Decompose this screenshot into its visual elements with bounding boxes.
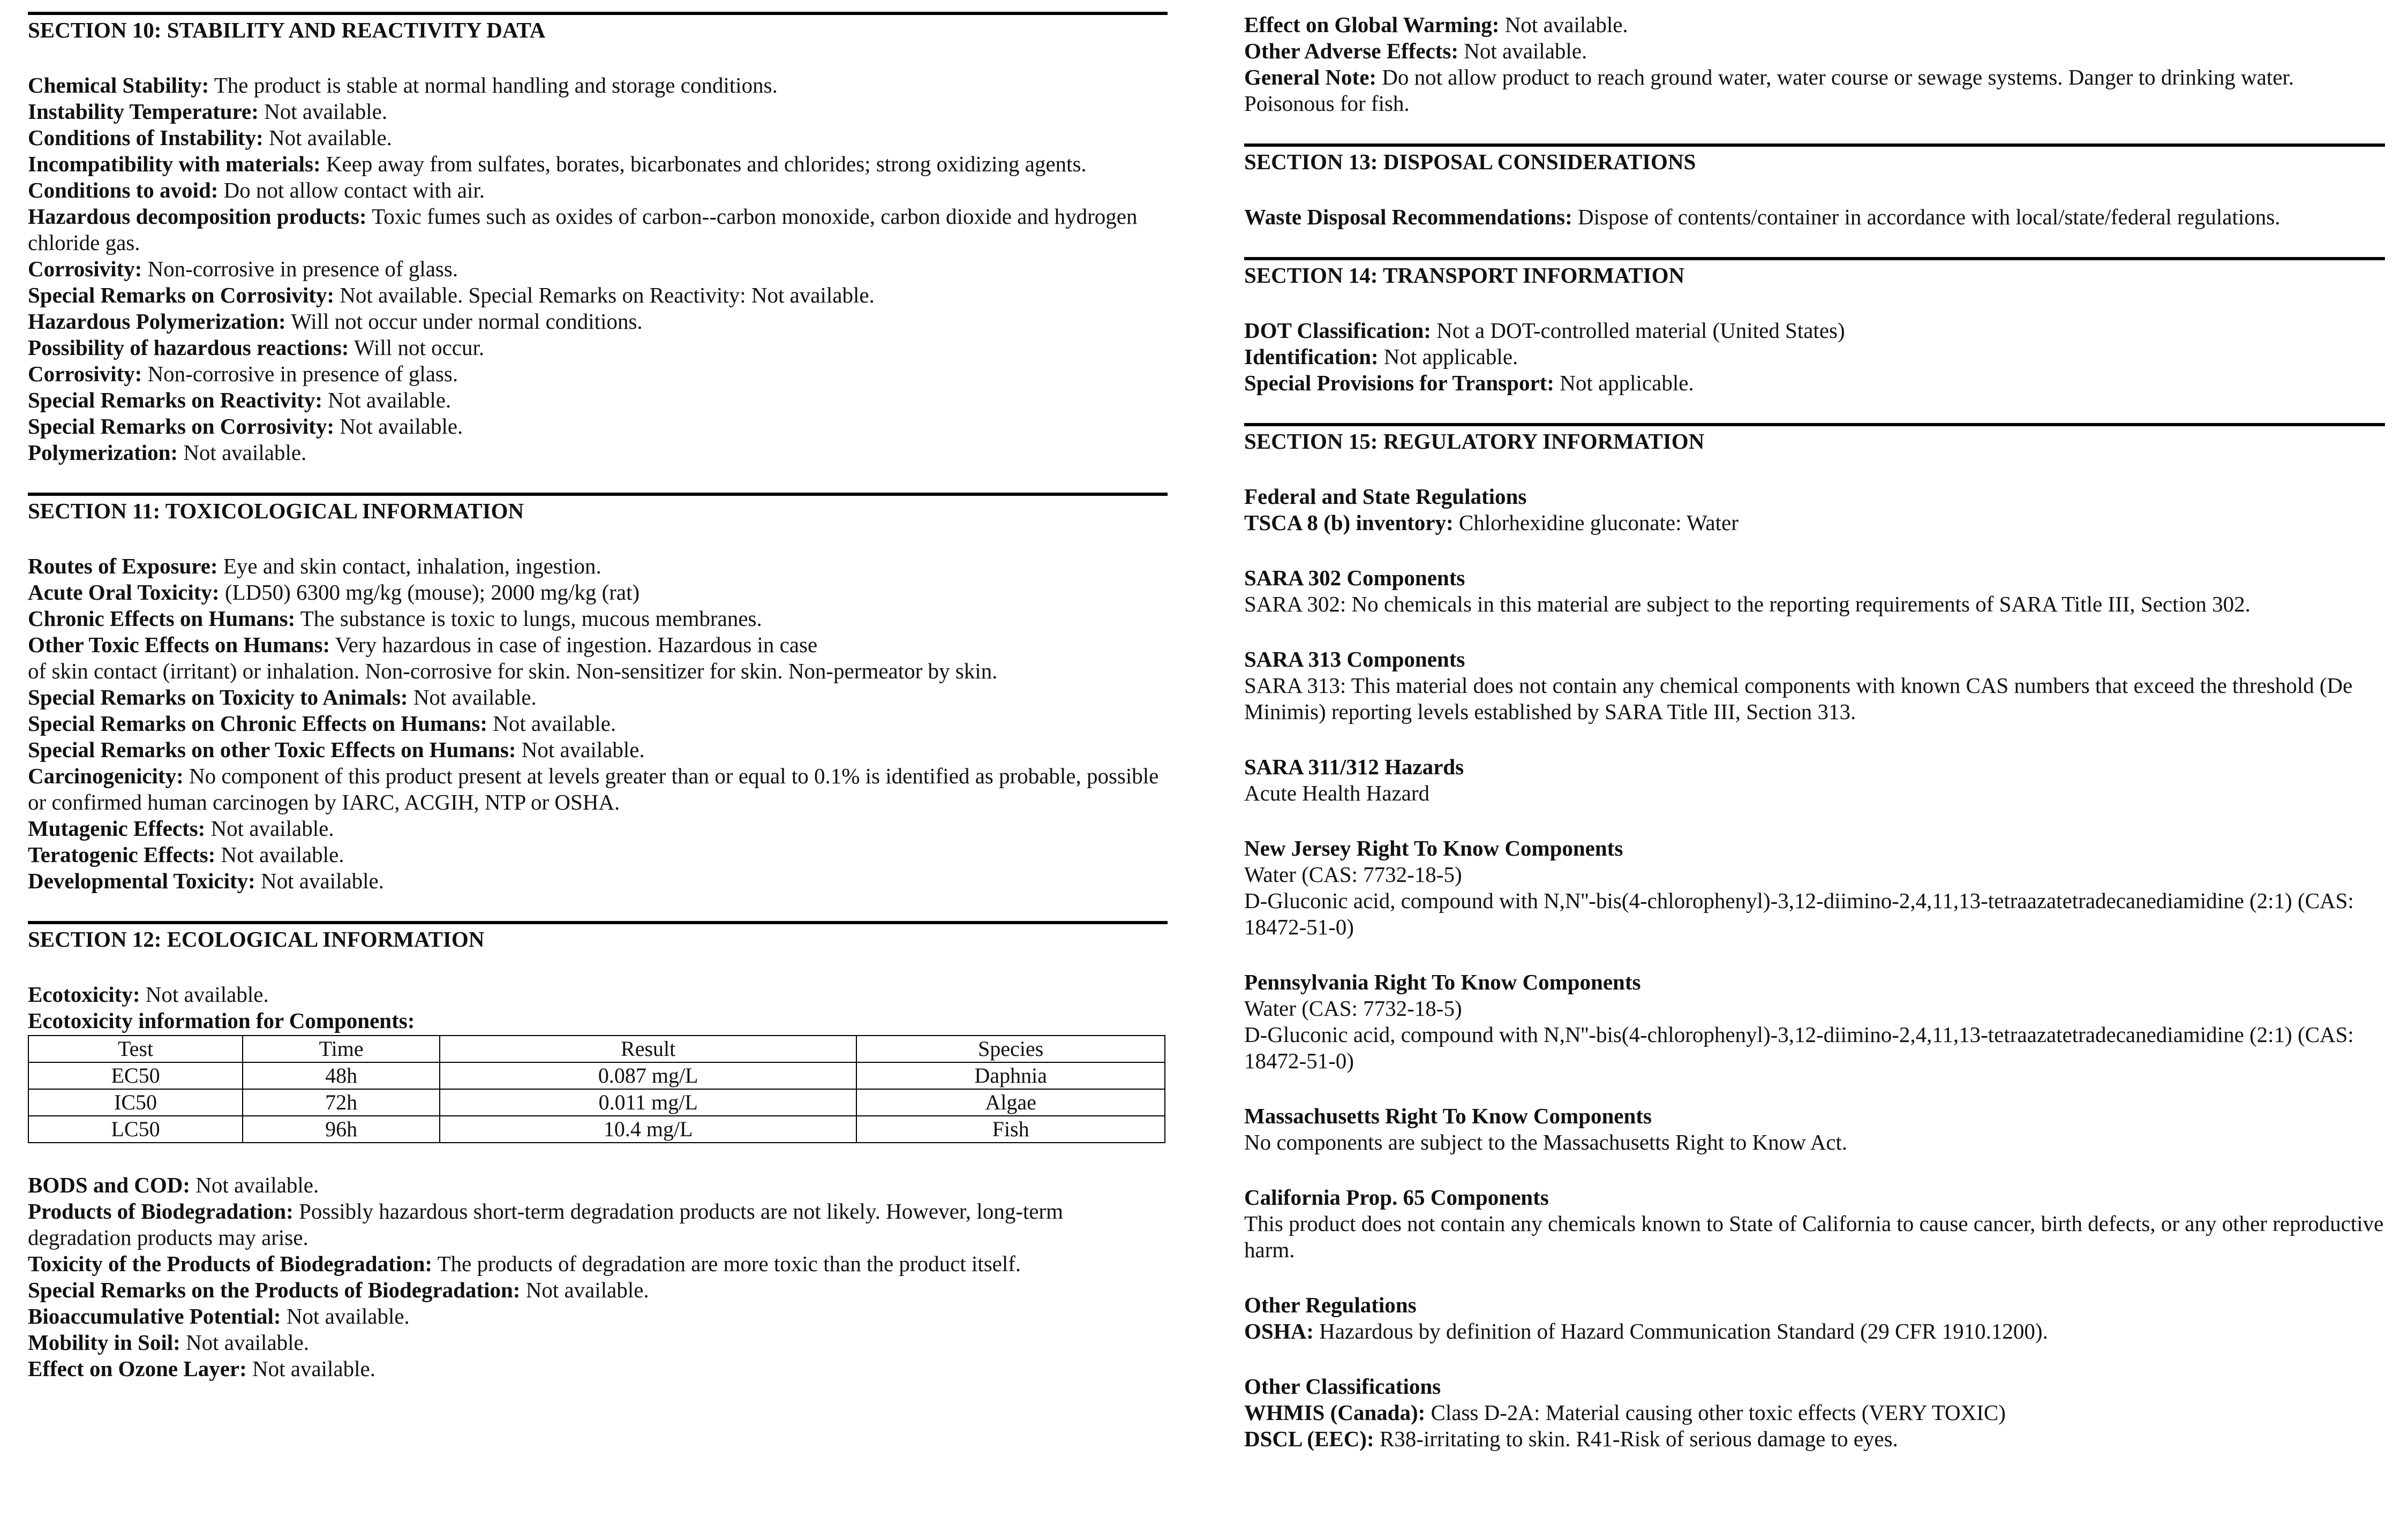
field-osha: OSHA: Hazardous by definition of Hazard Communication Standard (29 CFR 1910.1200). xyxy=(1244,1319,2048,1343)
field-general-note: General Note: Do not allow product to reach ground water, water course or sewage systems. Danger to drinking water. Poisonous for fish. xyxy=(1244,65,2294,116)
table-cell: Daphnia xyxy=(856,1062,1165,1089)
field-conditions-of-instability: Conditions of Instability: Not available. xyxy=(28,125,392,150)
field-dscl: DSCL (EEC): R38-irritating to skin. R41-Risk of serious damage to eyes. xyxy=(1244,1426,1898,1451)
section-12-continued xyxy=(1244,12,2385,117)
table-cell: 10.4 mg/L xyxy=(440,1116,856,1143)
field-developmental: Developmental Toxicity: Not available. xyxy=(28,869,384,893)
section-13 xyxy=(1244,144,2385,230)
table-header-cell: Result xyxy=(440,1036,856,1062)
field-other-toxic-effects-cont: of skin contact (irritant) or inhalation. Non-corrosive for skin. Non-sensitizer for skin. Non-permeator by skin. xyxy=(28,659,998,683)
table-cell: 48h xyxy=(243,1062,440,1089)
field-special-remarks-reactivity: Special Remarks on Reactivity: Not available. xyxy=(28,388,452,412)
block-title-other-regulations: Other Regulations xyxy=(1244,1293,1417,1317)
table-header-cell: Time xyxy=(243,1036,440,1062)
table-cell: Fish xyxy=(856,1116,1165,1143)
block-title-massachusetts: Massachusetts Right To Know Components xyxy=(1244,1104,1652,1128)
section-header: SECTION 12: ECOLOGICAL INFORMATION xyxy=(28,921,1168,953)
field-routes-of-exposure: Routes of Exposure: Eye and skin contact, inhalation, ingestion. xyxy=(28,554,601,578)
field-teratogenic: Teratogenic Effects: Not available. xyxy=(28,842,344,867)
block-title-sara-313: SARA 313 Components xyxy=(1244,647,1465,671)
field-ozone-layer: Effect on Ozone Layer: Not available. xyxy=(28,1356,375,1381)
block-title-new-jersey: New Jersey Right To Know Components xyxy=(1244,836,1623,860)
field-whmis: WHMIS (Canada): Class D-2A: Material causing other toxic effects (VERY TOXIC) xyxy=(1244,1400,2006,1425)
section-header: SECTION 10: STABILITY AND REACTIVITY DATA xyxy=(28,12,1168,43)
field-bods-cod: BODS and COD: Not available. xyxy=(28,1173,319,1197)
field-bioaccumulative: Bioaccumulative Potential: Not available. xyxy=(28,1304,410,1328)
block-title-sara-302: SARA 302 Components xyxy=(1244,565,1465,590)
block-title-sara-311-312: SARA 311/312 Hazards xyxy=(1244,754,1464,779)
ecotox-components-title: Ecotoxicity information for Components: xyxy=(28,1008,415,1033)
section-header: SECTION 13: DISPOSAL CONSIDERATIONS xyxy=(1244,144,2385,175)
table-header-cell: Species xyxy=(856,1036,1165,1062)
field-conditions-to-avoid: Conditions to avoid: Do not allow contact with air. xyxy=(28,178,485,202)
block-text: Water (CAS: 7732-18-5) xyxy=(1244,996,1462,1021)
block-title-federal-state: Federal and State Regulations xyxy=(1244,484,1527,509)
field-chemical-stability: Chemical Stability: The product is stable at normal handling and storage conditions. xyxy=(28,73,778,97)
table-header-cell: Test xyxy=(28,1036,243,1062)
field-corrosivity: Corrosivity: Non-corrosive in presence of glass. xyxy=(28,256,458,281)
block-text: Water (CAS: 7732-18-5) xyxy=(1244,862,1462,887)
block-title-california: California Prop. 65 Components xyxy=(1244,1185,1549,1210)
block-text: SARA 302: No chemicals in this material are subject to the reporting requirements of SARA Title III, Section 302. xyxy=(1244,592,2251,616)
table-cell: 96h xyxy=(243,1116,440,1143)
section-14 xyxy=(1244,257,2385,396)
block-text: This product does not contain any chemicals known to State of California to cause cancer, birth defects, or any other reproductive harm. xyxy=(1244,1211,2384,1262)
field-special-remarks-corrosivity: Special Remarks on Corrosivity: Not available. Special Remarks on Reactivity: Not available. xyxy=(28,283,875,307)
table-cell: 0.011 mg/L xyxy=(440,1089,856,1116)
field-special-remarks-corrosivity-2: Special Remarks on Corrosivity: Not available. xyxy=(28,414,463,439)
field-other-adverse-effects: Other Adverse Effects: Not available. xyxy=(1244,39,1587,63)
field-instability-temperature: Instability Temperature: Not available. xyxy=(28,99,388,124)
block-title-other-classifications: Other Classifications xyxy=(1244,1374,1441,1399)
field-global-warming: Effect on Global Warming: Not available. xyxy=(1244,12,1628,37)
table-row xyxy=(28,1089,1165,1116)
table-row xyxy=(28,1062,1165,1089)
field-identification: Identification: Not applicable. xyxy=(1244,344,1518,369)
section-15 xyxy=(1244,423,2385,1452)
field-toxicity-animals: Special Remarks on Toxicity to Animals: Not available. xyxy=(28,685,537,709)
block-text: SARA 313: This material does not contain any chemical components with known CAS numbers that exceed the threshold (De Minimis) reporting levels established by SARA Title III, Section 313. xyxy=(1244,673,2353,724)
field-carcinogenicity: Carcinogenicity: No component of this product present at levels greater than or equal to 0.1% is identified as probable, possible or confirmed human carcinogen by IARC, ACGIH, NTP or OSHA. xyxy=(28,764,1159,814)
field-mobility-soil: Mobility in Soil: Not available. xyxy=(28,1330,309,1355)
field-corrosivity-2: Corrosivity: Non-corrosive in presence of glass. xyxy=(28,361,458,386)
table-cell: IC50 xyxy=(28,1089,243,1116)
block-title-pennsylvania: Pennsylvania Right To Know Components xyxy=(1244,970,1641,994)
table-cell: Algae xyxy=(856,1089,1165,1116)
field-waste-disposal: Waste Disposal Recommendations: Dispose of contents/container in accordance with local/state/federal regulations. xyxy=(1244,205,2281,229)
field-other-toxic-remarks: Special Remarks on other Toxic Effects on Humans: Not available. xyxy=(28,737,645,762)
field-tsca: TSCA 8 (b) inventory: Chlorhexidine gluconate: Water xyxy=(1244,510,1739,535)
table-header-row xyxy=(28,1036,1165,1062)
section-header: SECTION 15: REGULATORY INFORMATION xyxy=(1244,423,2385,455)
field-acute-oral-toxicity: Acute Oral Toxicity: (LD50) 6300 mg/kg (mouse); 2000 mg/kg (rat) xyxy=(28,580,640,605)
block-text: No components are subject to the Massachusetts Right to Know Act. xyxy=(1244,1130,1848,1154)
block-text: D-Gluconic acid, compound with N,N''-bis(4-chlorophenyl)-3,12-diimino-2,4,11,13-tetraazatetradecanediamidine (2:1) (CAS: 18472-51-0) xyxy=(1244,888,2354,939)
field-mutagenic: Mutagenic Effects: Not available. xyxy=(28,816,334,841)
section-header: SECTION 11: TOXICOLOGICAL INFORMATION xyxy=(28,493,1168,524)
field-products-biodegradation: Products of Biodegradation: Possibly hazardous short-term degradation products are not likely. However, long-term degradation products may arise. xyxy=(28,1199,1063,1250)
field-remarks-biodegradation: Special Remarks on the Products of Biodegradation: Not available. xyxy=(28,1278,649,1302)
table-cell: LC50 xyxy=(28,1116,243,1143)
table-cell: 0.087 mg/L xyxy=(440,1062,856,1089)
section-12 xyxy=(28,921,1168,1382)
block-text: Acute Health Hazard xyxy=(1244,781,1430,805)
field-polymerization: Polymerization: Not available. xyxy=(28,440,307,465)
field-chronic-remarks: Special Remarks on Chronic Effects on Humans: Not available. xyxy=(28,711,616,736)
field-dot-classification: DOT Classification: Not a DOT-controlled material (United States) xyxy=(1244,318,1845,343)
field-other-toxic-effects: Other Toxic Effects on Humans: Very hazardous in case of ingestion. Hazardous in case xyxy=(28,632,818,657)
right-column xyxy=(1244,12,2385,1452)
field-chronic-effects: Chronic Effects on Humans: The substance is toxic to lungs, mucous membranes. xyxy=(28,606,762,631)
field-special-provisions: Special Provisions for Transport: Not applicable. xyxy=(1244,371,1694,395)
left-column xyxy=(28,12,1168,1382)
table-cell: 72h xyxy=(243,1089,440,1116)
section-10 xyxy=(28,12,1168,466)
table-row xyxy=(28,1116,1165,1143)
field-toxicity-biodegradation: Toxicity of the Products of Biodegradation: The products of degradation are more toxic than the product itself. xyxy=(28,1251,1021,1276)
block-text: D-Gluconic acid, compound with N,N''-bis(4-chlorophenyl)-3,12-diimino-2,4,11,13-tetraazatetradecanediamidine (2:1) (CAS: 18472-51-0) xyxy=(1244,1022,2354,1073)
section-header: SECTION 14: TRANSPORT INFORMATION xyxy=(1244,257,2385,289)
ecotoxicity-table xyxy=(28,1035,1165,1143)
section-11 xyxy=(28,493,1168,894)
field-hazardous-decomposition: Hazardous decomposition products: Toxic fumes such as oxides of carbon--carbon monoxide, carbon dioxide and hydrogen chloride gas. xyxy=(28,204,1138,255)
field-hazardous-polymerization: Hazardous Polymerization: Will not occur under normal conditions. xyxy=(28,309,643,334)
table-cell: EC50 xyxy=(28,1062,243,1089)
field-possibility-hazardous-reactions: Possibility of hazardous reactions: Will not occur. xyxy=(28,335,485,360)
field-ecotoxicity: Ecotoxicity: Not available. xyxy=(28,982,269,1007)
field-incompatibility: Incompatibility with materials: Keep away from sulfates, borates, bicarbonates and chlorides; strong oxidizing agents. xyxy=(28,152,1087,176)
